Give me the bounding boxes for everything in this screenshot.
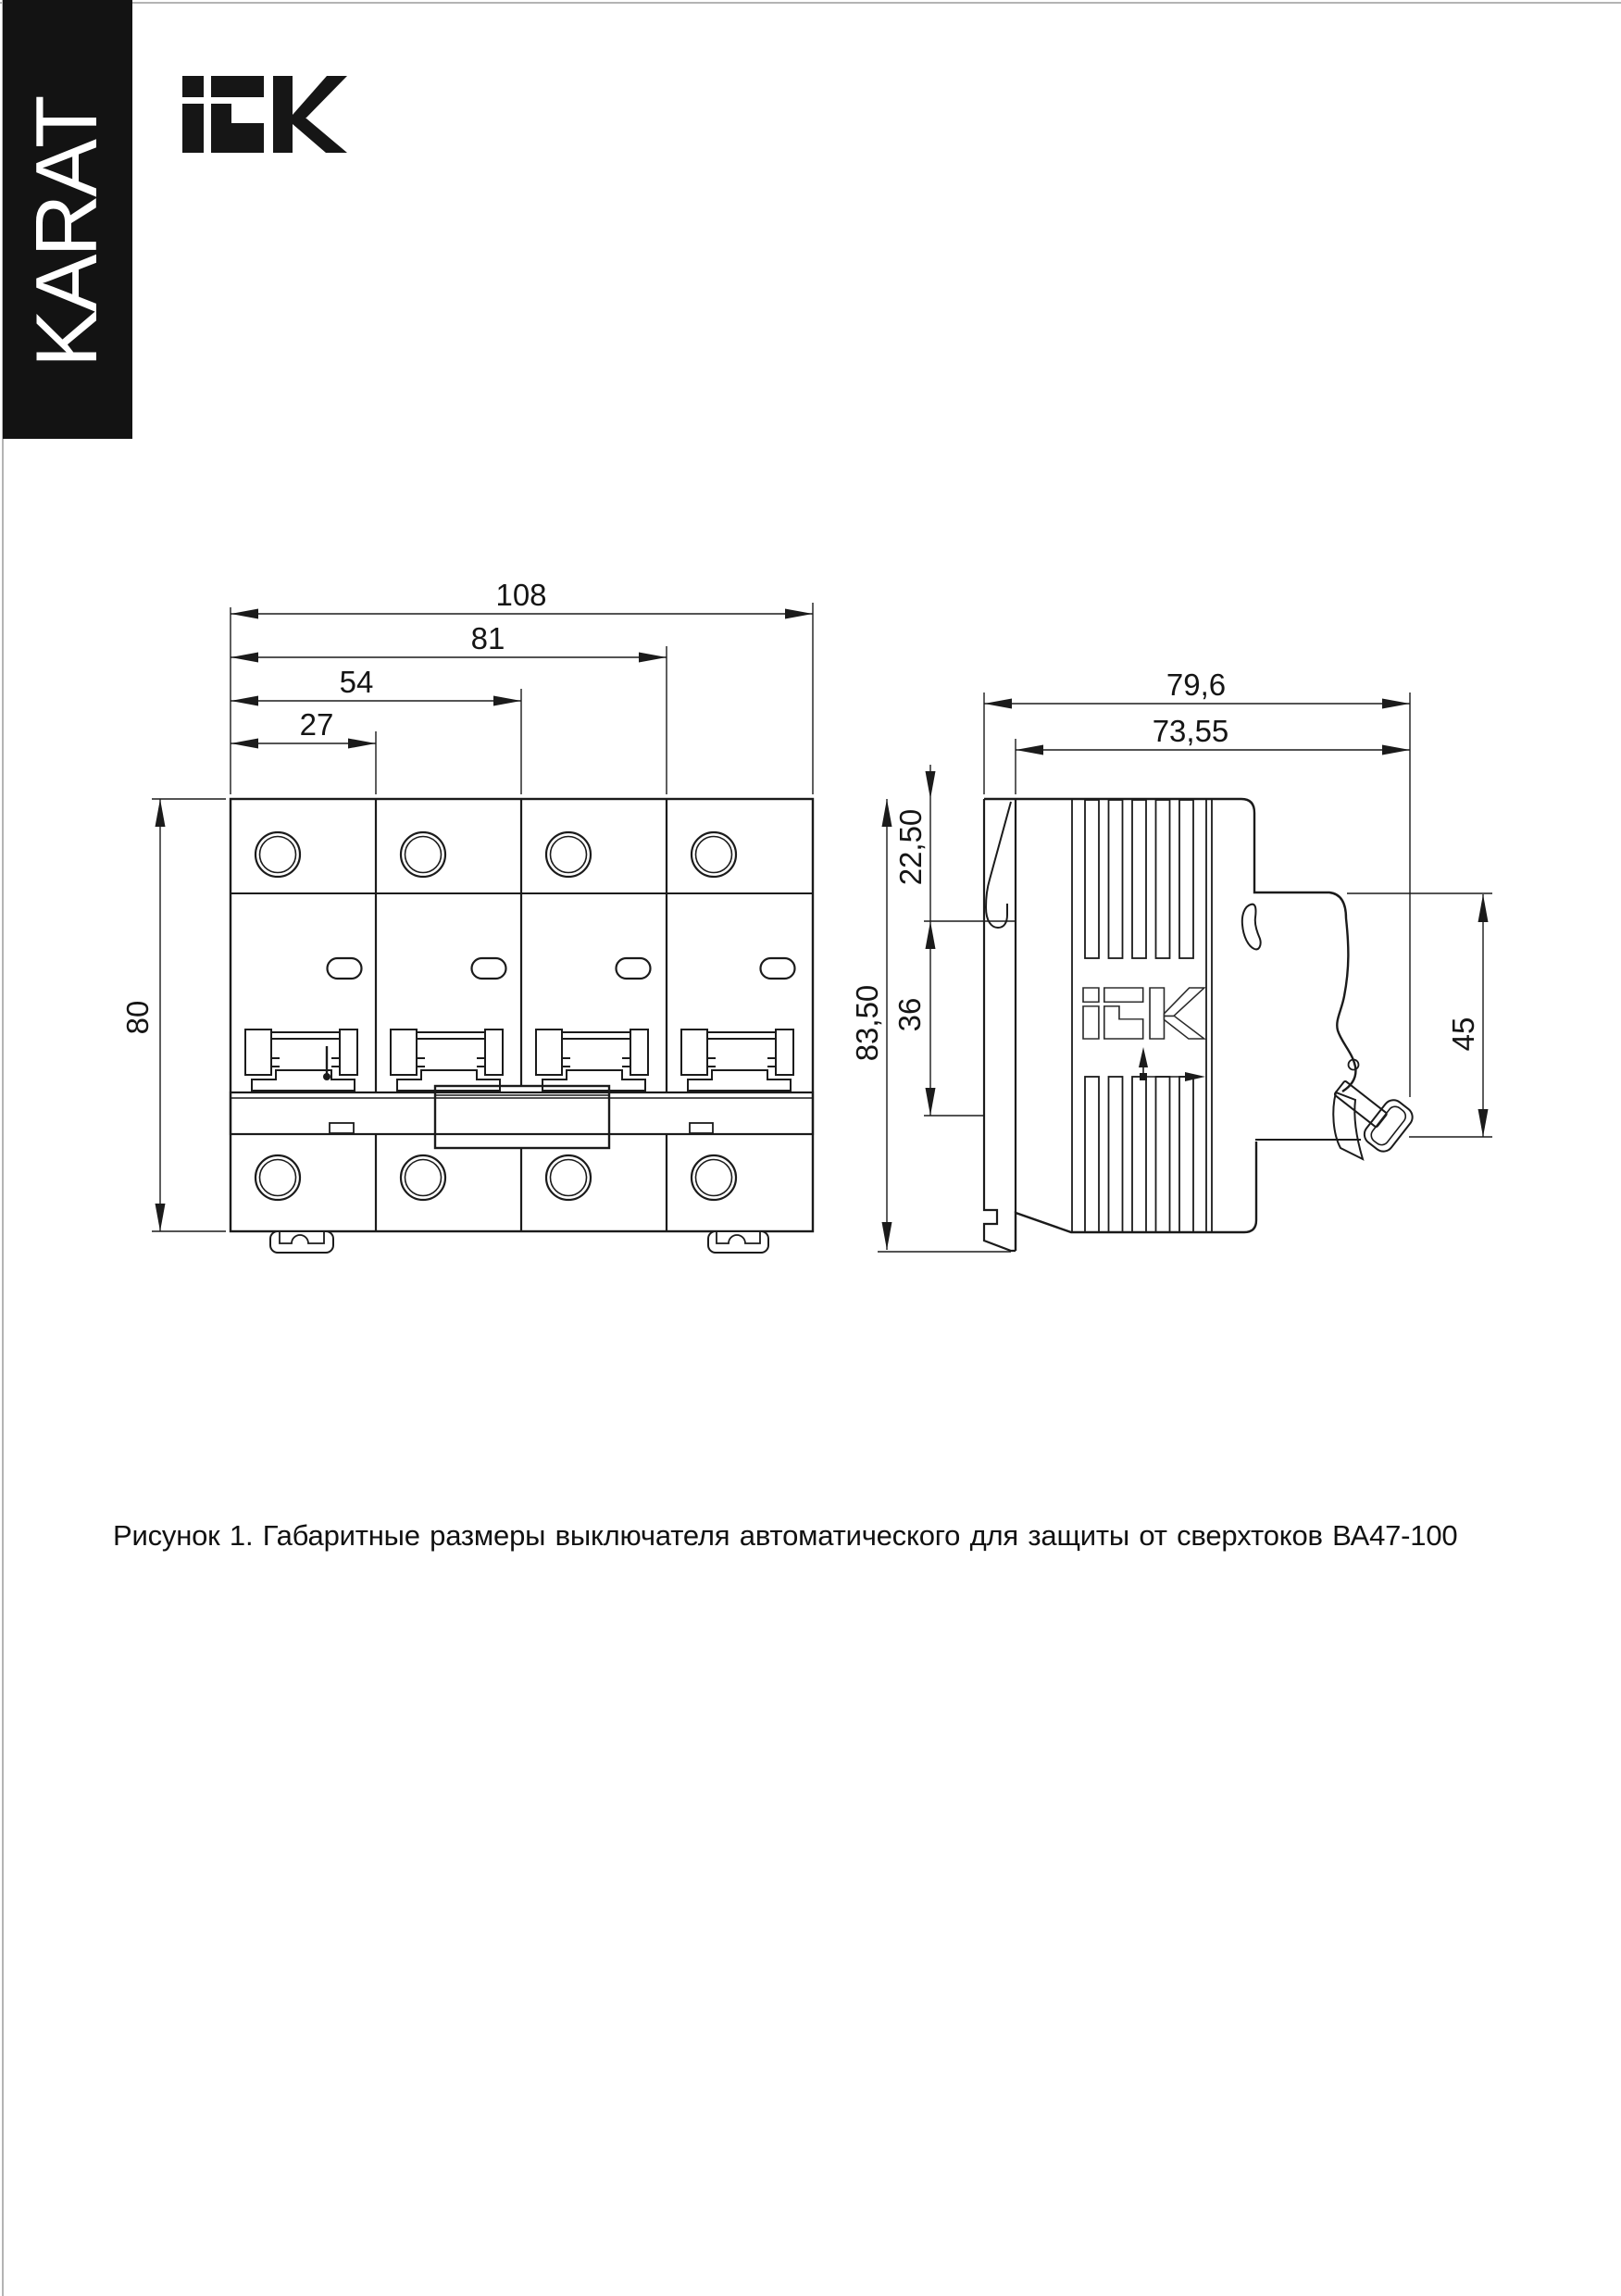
orientation-arrows — [1139, 1047, 1205, 1081]
dim-label-36: 36 — [892, 997, 927, 1032]
dim-label-27: 27 — [299, 707, 334, 742]
iek-logo-embossed — [1083, 988, 1204, 1039]
side-extension-lines — [878, 693, 1492, 1252]
karat-label: KARAT — [18, 97, 115, 368]
dim-label-54: 54 — [339, 665, 374, 699]
vent-slots-bottom — [1085, 1077, 1193, 1232]
vent-slots-top — [1085, 800, 1193, 958]
side-dimension-arrows — [882, 699, 1489, 1251]
dim-label-73-55: 73,55 — [1152, 714, 1229, 748]
side-dimension-lines — [887, 704, 1483, 1250]
dim-label-80: 80 — [120, 1000, 155, 1035]
dim-label-79-6: 79,6 — [1166, 668, 1227, 702]
dim-label-81: 81 — [470, 621, 505, 655]
dim-label-108: 108 — [495, 578, 547, 612]
din-latch — [984, 799, 1016, 1251]
dim-label-83-50: 83,50 — [850, 984, 884, 1062]
side-toggle-lever — [1324, 1067, 1416, 1159]
mould-groove — [1242, 905, 1261, 950]
dim-label-45: 45 — [1446, 1017, 1480, 1052]
side-dimension-labels — [850, 668, 1480, 1061]
figure-caption: Рисунок 1. Габаритные размеры выключателя автоматического для защиты от сверхтоков ВА47-100 — [113, 1519, 1458, 1552]
side-breaker-body — [984, 799, 1416, 1251]
dim-label-22-50: 22,50 — [893, 808, 928, 886]
